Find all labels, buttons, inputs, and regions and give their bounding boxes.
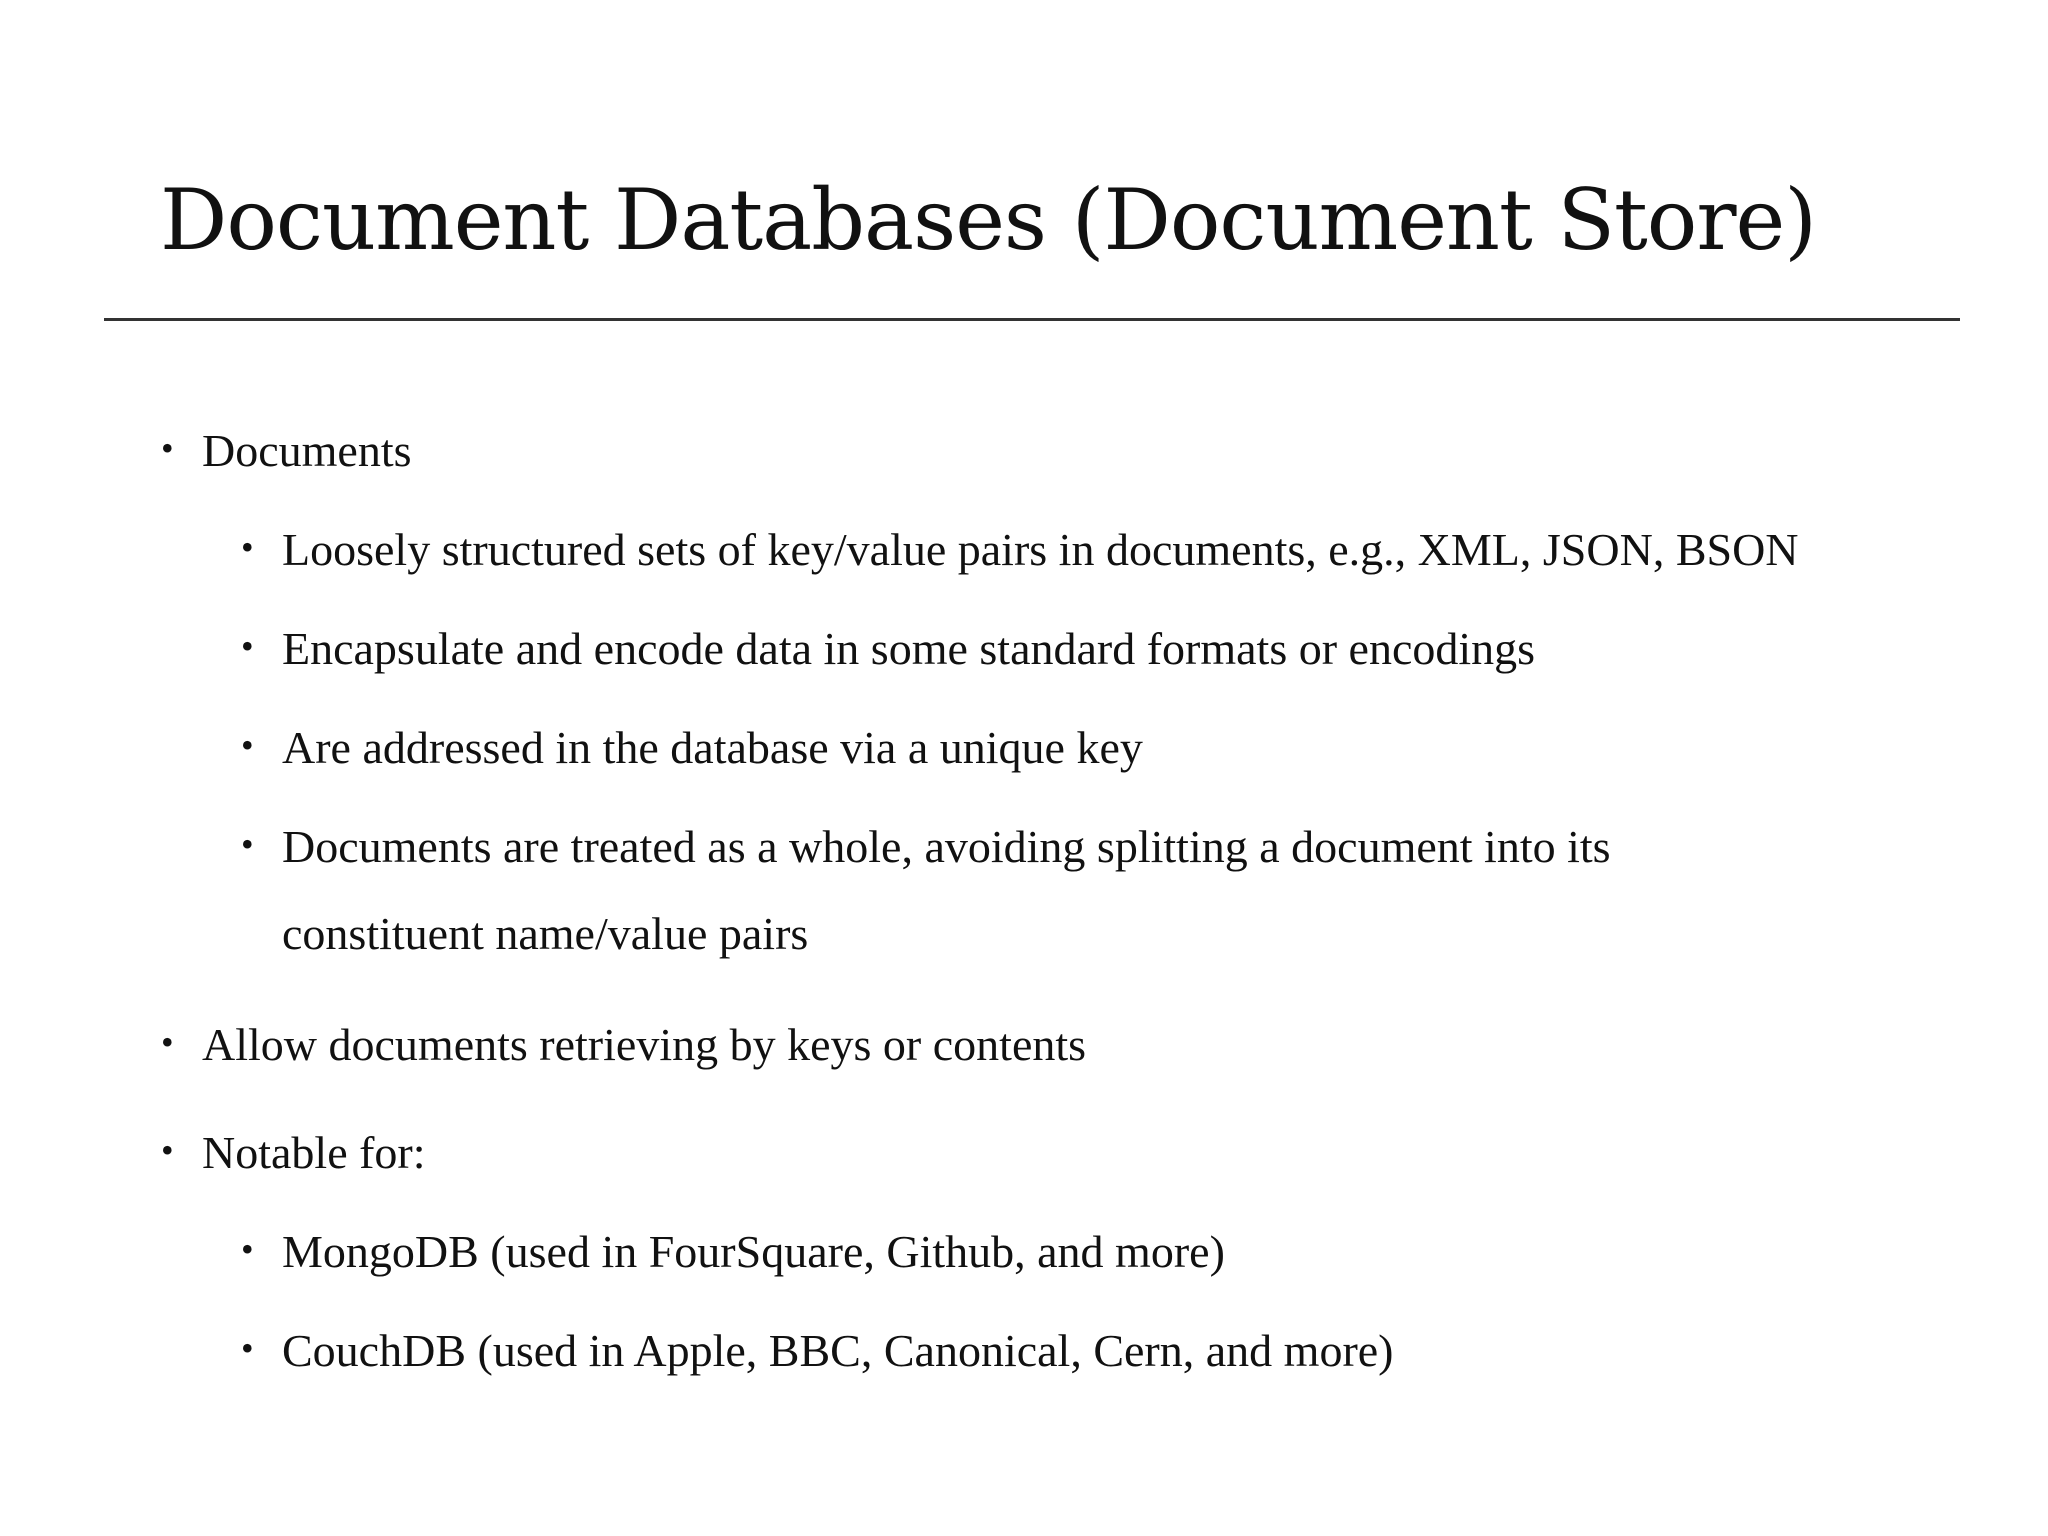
- bullet-dot-icon: •: [241, 725, 254, 765]
- bullet-text: constituent name/value pairs: [282, 908, 809, 959]
- sub-bullet-treated-as-whole: [241, 821, 1611, 872]
- bullet-dot-icon: •: [241, 1328, 254, 1368]
- sub-bullet-continuation: [282, 908, 809, 959]
- bullet-text: MongoDB (used in FourSquare, Github, and more): [282, 1226, 1225, 1277]
- bullet-dot-icon: •: [241, 626, 254, 666]
- bullet-dot-icon: •: [161, 1022, 174, 1062]
- sub-bullet-loosely-structured: [241, 524, 1799, 575]
- sub-bullet-unique-key: [241, 722, 1143, 773]
- bullet-documents: [161, 425, 412, 476]
- bullet-text: Encapsulate and encode data in some standard formats or encodings: [282, 623, 1536, 674]
- bullet-notable-for: [161, 1127, 426, 1178]
- bullet-dot-icon: •: [241, 1229, 254, 1269]
- sub-bullet-couchdb: [241, 1325, 1394, 1376]
- bullet-text: CouchDB (used in Apple, BBC, Canonical, Cern, and more): [282, 1325, 1394, 1376]
- bullet-dot-icon: •: [161, 1130, 174, 1170]
- slide-title: Document Databases (Document Store): [160, 171, 1816, 269]
- bullet-text: Loosely structured sets of key/value pairs in documents, e.g., XML, JSON, BSON: [282, 524, 1799, 575]
- bullet-text: Are addressed in the database via a unique key: [282, 722, 1143, 773]
- bullet-allow-retrieving: [161, 1019, 1087, 1070]
- title-divider: [104, 318, 1960, 321]
- bullet-dot-icon: •: [241, 527, 254, 567]
- bullet-text: Allow documents retrieving by keys or contents: [202, 1019, 1087, 1070]
- bullet-text: Documents are treated as a whole, avoiding splitting a document into its: [282, 821, 1611, 872]
- bullet-text: Documents: [202, 425, 412, 476]
- bullet-text: Notable for:: [202, 1127, 426, 1178]
- sub-bullet-mongodb: [241, 1226, 1225, 1277]
- bullet-dot-icon: •: [241, 824, 254, 864]
- sub-bullet-encapsulate: [241, 623, 1536, 674]
- bullet-dot-icon: •: [161, 428, 174, 468]
